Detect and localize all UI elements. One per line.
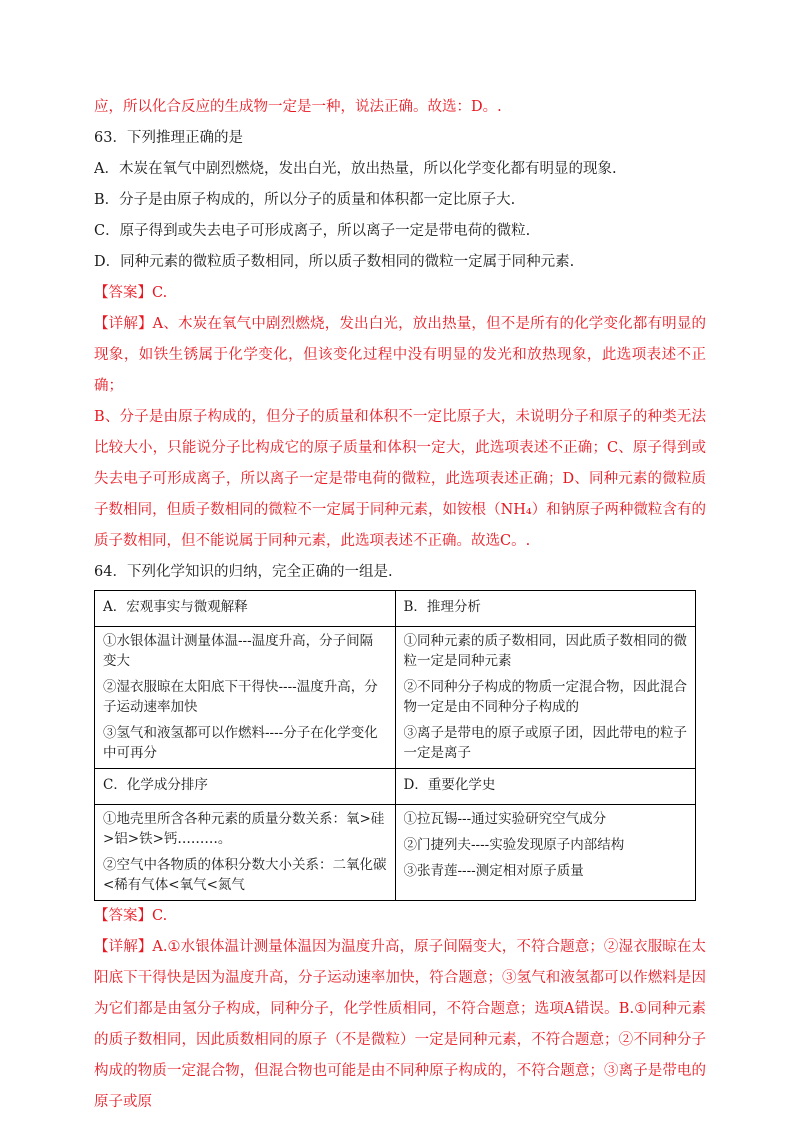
question-63-option-c: C．原子得到或失去电子可形成离子，所以离子一定是带电荷的微粒. — [94, 223, 531, 239]
question-63-explanation-part-1: 【详解】A、木炭在氧气中剧烈燃烧，发出白光，放出热量，但不是所有的化学变化都有明显的现象，如铁生锈属于化学变化，但该变化过程中没有明显的发光和放热现象，此选项表述不正确； — [94, 316, 706, 394]
option-c-item: ①地壳里所含各种元素的质量分数关系：氧>硅>铝>铁>钙………。 — [103, 811, 385, 847]
option-c-content — [95, 805, 396, 901]
option-a-item: ①水银体温计测量体温---温度升高，分子间隔变大 — [103, 633, 374, 669]
question-63-answer: 【答案】C. — [94, 285, 168, 301]
option-b-item: ③离子是带电的原子或原子团，因此带电的粒子一定是离子 — [403, 725, 687, 761]
question-63-option-b: B．分子是由原子构成的，所以分子的质量和体积都一定比原子大. — [94, 192, 516, 208]
option-a-item: ②湿衣服晾在太阳底下干得快----温度升高，分子运动速率加快 — [103, 679, 378, 715]
question-63-explanation — [94, 309, 706, 557]
option-d-item: ①拉瓦锡---通过实验研究空气成分 — [403, 811, 607, 827]
question-63-option-d: D．同种元素的微粒质子数相同，所以质子数相同的微粒一定属于同种元素. — [94, 254, 575, 270]
option-b-title: B．推理分析 — [395, 591, 696, 627]
option-a-content — [95, 627, 396, 769]
option-d-content — [395, 805, 696, 901]
option-b-content — [395, 627, 696, 769]
question-64-stem: 64．下列化学知识的归纳，完全正确的一组是. — [94, 564, 393, 580]
question-64-options-table — [94, 590, 696, 901]
option-c-title: C．化学成分排序 — [95, 769, 396, 805]
option-a-title: A．宏观事实与微观解释 — [95, 591, 396, 627]
option-d-item: ②门捷列夫----实验发现原子内部结构 — [403, 837, 625, 853]
option-a-item: ③氢气和液氢都可以作燃料----分子在化学变化中可再分 — [103, 725, 378, 761]
question-64-answer: 【答案】C. — [94, 908, 168, 924]
option-d-item: ③张青莲----测定相对原子质量 — [403, 863, 584, 879]
previous-explanation-tail: 应，所以化合反应的生成物一定是一种，说法正确。故选：D。. — [94, 99, 502, 115]
option-d-title: D．重要化学史 — [395, 769, 696, 805]
question-64-explanation: 【详解】A.①水银体温计测量体温因为温度升高，原子间隔变大，不符合题意；②湿衣服晾在太阳底下干得快是因为温度升高，分子运动速率加快，符合题意；③氢气和液氢都可以作燃料是因为它们都是由氢分子构成，同种分子，化学性质相同，不符合题意；选项A错误。B.①同种元素的质子数相同，因此质数相同的原子（不是微粒）一定是同种元素，不符合题意；②不同种分子构成的物质一定混合物，但混合物也可能是由不同种原子构成的，不符合题意；③离子是带电的原子或原 — [94, 939, 706, 1110]
document-page — [94, 92, 706, 1118]
question-63-explanation-part-2: B、分子是由原子构成的，但分子的质量和体积不一定比原子大，未说明分子和原子的种类无法比较大小，只能说分子比构成它的原子质量和体积一定大，此选项表述不正确；C、原子得到或失去电子可形成离子，所以离子一定是带电荷的微粒，此选项表述正确；D、同种元素的微粒质子数相同，但质子数相同的微粒不一定属于同种元素，如铵根（NH₄）和钠原子两种微粒含有的质子数相同，但不能说属于同种元素，此选项表述不正确。故选C。. — [94, 409, 706, 549]
option-c-item: ②空气中各物质的体积分数大小关系：二氧化碳<稀有气体<氧气<氮气 — [103, 857, 387, 893]
question-63-option-a: A．木炭在氧气中剧烈燃烧，发出白光，放出热量，所以化学变化都有明显的现象. — [94, 161, 617, 177]
option-b-item: ①同种元素的质子数相同，因此质子数相同的微粒一定是同种元素 — [403, 633, 687, 669]
option-b-item: ②不同种分子构成的物质一定混合物，因此混合物一定是由不同种分子构成的 — [403, 679, 687, 715]
question-63-stem: 63．下列推理正确的是 — [94, 130, 243, 146]
